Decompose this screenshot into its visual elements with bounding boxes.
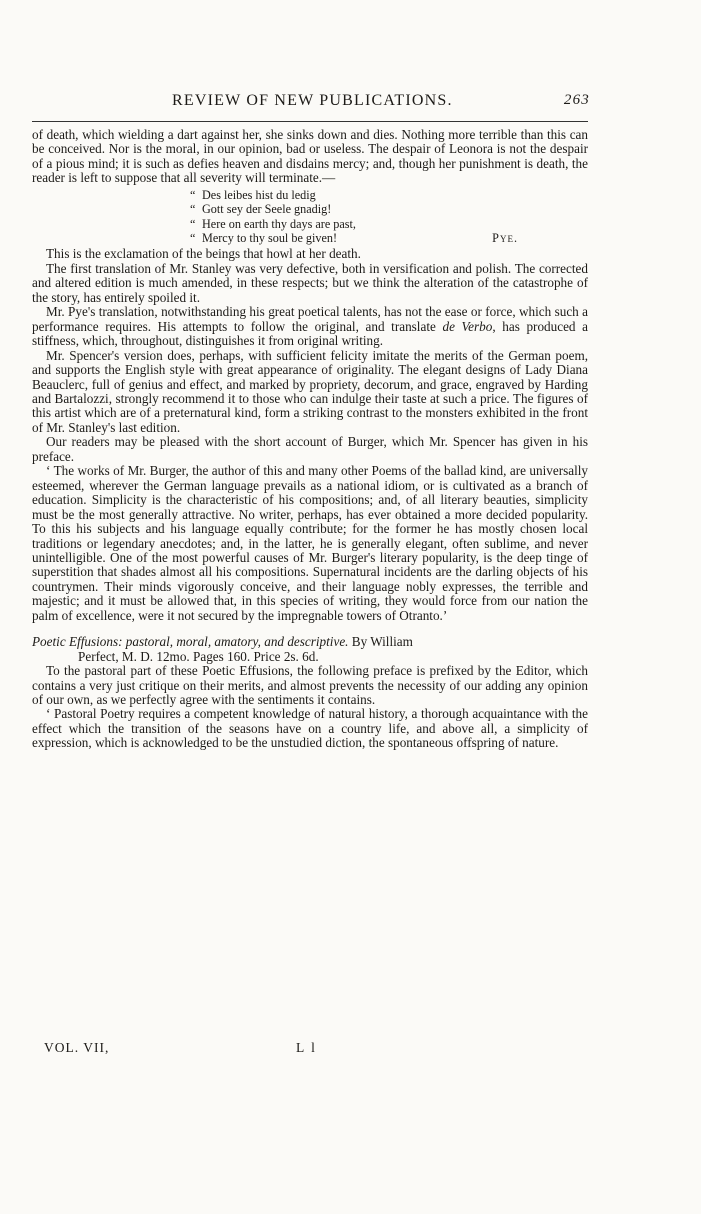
header-rule xyxy=(32,121,588,122)
verse-quote-mark: “ xyxy=(190,216,196,231)
page-number: 263 xyxy=(563,92,590,108)
verse-line xyxy=(190,202,588,216)
verse-attribution: Pye. xyxy=(492,231,518,246)
verse-line xyxy=(190,217,588,231)
verse-quotation xyxy=(190,188,588,246)
book-entry-heading xyxy=(32,635,588,649)
signature-mark: L l xyxy=(296,1040,317,1055)
paragraph-pye-latin: de Verbo xyxy=(442,318,493,334)
paragraph-leonora-ending: of death, which wielding a dart against her, she sinks down and dies. Nothing more terrible than this can be conceived. Nor is the moral, in our opinion, bad or useless. The despair of Leonora is not the despair of a pious mind; it is such as defies heaven and disdains mercy; and, though her punishment is death, the reader is left to suppose that all severity will terminate.— xyxy=(32,127,588,186)
running-header xyxy=(30,92,590,112)
paragraph-pye xyxy=(32,305,588,348)
paragraph-burger-quote: ‘ The works of Mr. Burger, the author of this and many other Poems of the ballad kind, are universally esteemed, wherever the German language prevails as a national idiom, or is cultivated as a branch of education. Simplicity is the characteristic of his compositions; and, of all literary beauties, simplicity must be the most generally attractive. No writer, perhaps, has ever obtained a more decided popularity. To this his subjects and his language equally contribute; for the former he has mostly chosen local traditions or legendary anecdotes; and, in the latter, he is generally elegant, often sublime, and never unintelligible. One of the most powerful causes of Mr. Burger's literary popularity, is the deep tinge of superstition that shades almost all his compositions. Supernatural incidents are the darling objects of his countrymen. Their minds vigorously conceive, and their language nobly expresses, the terrible and majestic; and it must be allowed that, in this species of writing, they would force from our nation the palm of excellence, were it not secured by the impregnable towers of Otranto.’ xyxy=(32,463,588,623)
book-entry-author-by: By William xyxy=(351,634,413,650)
verse-line xyxy=(190,188,588,202)
article-body xyxy=(32,128,588,751)
verse-line-text: Here on earth thy days are past, xyxy=(202,216,356,231)
running-title: REVIEW OF NEW PUBLICATIONS. xyxy=(172,92,453,109)
verse-quote-mark: “ xyxy=(190,187,196,202)
verse-line-text: Mercy to thy soul be given! xyxy=(202,231,338,246)
book-entry-title: Poetic Effusions: pastoral, moral, amatory, and descriptive. xyxy=(32,634,349,650)
book-entry-details: Perfect, M. D. 12mo. Pages 160. Price 2s. 6d. xyxy=(78,648,319,664)
paragraph-stanley: The first translation of Mr. Stanley was very defective, both in versification and polish. The corrected and altered edition is much amended, in these respects; but we think the alteration of the catastrophe of the story, has entirely spoiled it. xyxy=(32,260,588,305)
verse-line-text: Des leibes hist du ledig xyxy=(202,187,316,202)
paragraph-pastoral-preface: To the pastoral part of these Poetic Effusions, the following preface is prefixed by the Editor, which contains a very just critique on their merits, and almost prevents the necessity of our adding any opinion of our own, as we perfectly agree with the sentiments it contains. xyxy=(32,663,588,708)
paragraph-pye-text-a: Mr. Pye's translation, notwithstanding his great poetical talents, has not the ease or force, which such a performance requires. His attempts to follow the original, and translate xyxy=(32,304,588,334)
page-footer xyxy=(44,1040,344,1058)
paragraph-burger-intro: Our readers may be pleased with the short account of Burger, which Mr. Spencer has given in his preface. xyxy=(32,434,588,464)
paragraph-pastoral-quote: ‘ Pastoral Poetry requires a competent knowledge of natural history, a thorough acquaintance with the effect which the transition of the seasons have on a country life, and above all, a simplicity of expression, which is acknowledged to be the unstudied diction, the spontaneous offspring of nature. xyxy=(32,706,588,751)
volume-number: VOL. VII, xyxy=(44,1040,110,1055)
paragraph-pye-text-b: , has produced a stiffness, which, throughout, distinguishes it from original writing. xyxy=(32,318,588,349)
verse-quote-mark: “ xyxy=(190,202,196,217)
paragraph-spencer: Mr. Spencer's version does, perhaps, with sufficient felicity imitate the merits of the German poem, and supports the English style with great appearance of originality. The elegant designs of Lady Diana Beauclerc, full of genius and effect, and marked by propriety, decorum, and grace, engraved by Harding and Bartalozzi, strongly recommend it to those who can indulge their taste at such a price. The figures of this artist which are of a preternatural kind, form a striking contrast to the monsters exhibited in the front of Mr. Stanley's last edition. xyxy=(32,347,588,435)
verse-line xyxy=(190,231,588,245)
verse-quote-mark: “ xyxy=(190,231,196,246)
paragraph-exclamation: This is the exclamation of the beings that howl at her death. xyxy=(46,246,361,262)
verse-line-text: Gott sey der Seele gnadig! xyxy=(202,202,332,217)
